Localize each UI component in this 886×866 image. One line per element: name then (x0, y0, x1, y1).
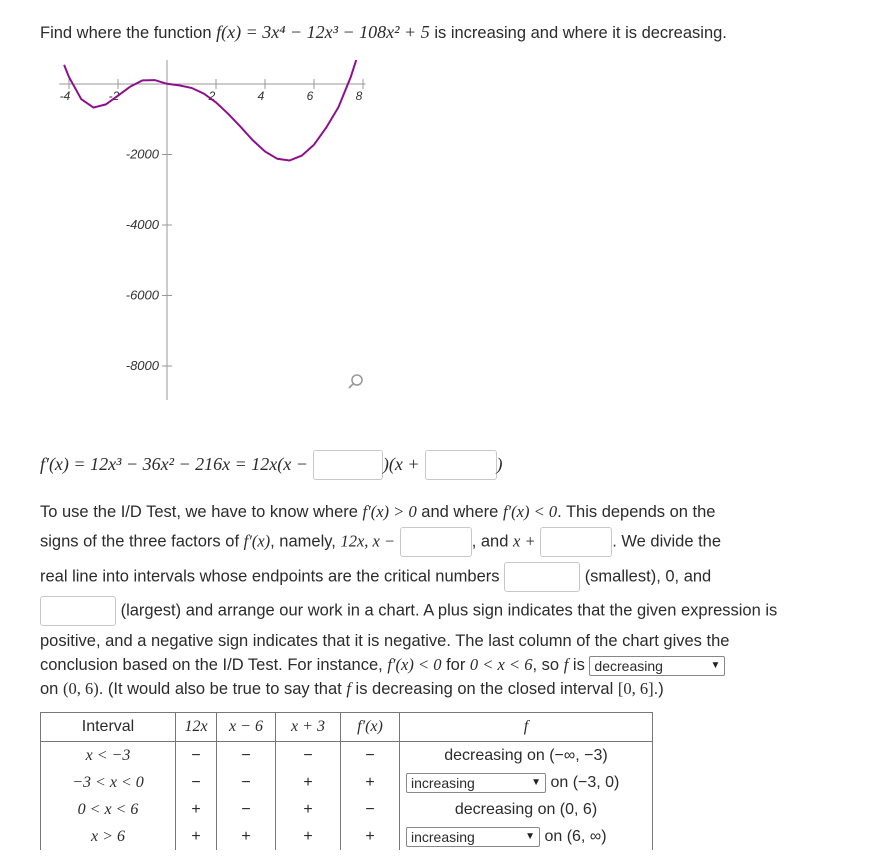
chevron-down-icon: ▼ (525, 830, 535, 842)
question-text: Find where the function f(x) = 3x⁴ − 12x³ − 108x² + 5 is increasing and where it is decreasing. (40, 22, 727, 42)
y-tick-label: -2000 (125, 146, 159, 162)
factor-input-1[interactable] (400, 527, 472, 557)
para-line-6: conclusion based on the I/D Test. For instance, f′(x) < 0 for 0 < x < 6, so f is decreasing ▼ (40, 655, 725, 676)
x-tick-label: 6 (306, 89, 314, 103)
x-tick-label: 4 (257, 89, 265, 103)
magnifier-icon[interactable] (349, 375, 362, 388)
para-line-3: real line into intervals whose endpoints are the critical numbers (smallest), 0, and (40, 562, 711, 592)
graph-axes (59, 60, 365, 400)
graph-ticks (60, 79, 363, 373)
table-row: 0 < x < 6 + − + − decreasing on (0, 6) (41, 796, 653, 823)
para-line-4: (largest) and arrange our work in a chart. A plus sign indicates that the given expression is (40, 596, 777, 626)
interval-select-1[interactable]: increasing ▼ (406, 773, 546, 793)
critical-smallest-input[interactable] (504, 562, 580, 592)
conclusion-select[interactable]: decreasing ▼ (589, 656, 725, 676)
y-tick-label: -6000 (125, 287, 159, 303)
root-input-2[interactable] (425, 450, 497, 480)
function-curve (64, 60, 363, 161)
table-row: x < −3 − − − − decreasing on (−∞, −3) (41, 742, 653, 770)
root-input-1[interactable] (313, 450, 383, 480)
chevron-down-icon: ▼ (710, 659, 721, 671)
chevron-down-icon: ▼ (531, 776, 541, 788)
para-line-7: on (0, 6). (It would also be true to say that f is decreasing on the closed interval [0, 6].) (40, 679, 664, 698)
header-x-plus-3: x + 3 (276, 713, 341, 742)
header-x-minus-6: x − 6 (217, 713, 276, 742)
y-tick-label: -4000 (125, 217, 159, 232)
id-test-chart (40, 712, 653, 850)
x-tick-label: -4 (59, 89, 71, 103)
y-tick-label: -8000 (125, 358, 159, 373)
header-interval: Interval (41, 713, 176, 742)
table-row: −3 < x < 0 − − + + increasing ▼ on (−3, 0) (41, 769, 653, 796)
derivative-line: f′(x) = 12x³ − 36x² − 216x = 12x(x − )(x + ) (40, 450, 503, 480)
header-fprime: f′(x) (341, 713, 400, 742)
function-expression: f(x) = 3x⁴ − 12x³ − 108x² + 5 (216, 22, 430, 42)
x-tick-label: 8 (355, 89, 363, 103)
table-row: x > 6 + + + + increasing ▼ on (6, ∞) (41, 823, 653, 850)
header-f: f (400, 713, 653, 742)
header-12x: 12x (176, 713, 217, 742)
para-line-1: To use the I/D Test, we have to know where f′(x) > 0 and where f′(x) < 0. This depends on the (40, 502, 716, 521)
function-graph (30, 60, 380, 400)
factor-input-2[interactable] (540, 527, 612, 557)
x-tick-label: -2 (108, 89, 120, 103)
critical-largest-input[interactable] (40, 596, 116, 626)
interval-select-2[interactable]: increasing ▼ (406, 827, 540, 847)
x-tick-label: 2 (208, 89, 216, 103)
para-line-5: positive, and a negative sign indicates that it is negative. The last column of the chart gives the (40, 632, 730, 650)
para-line-2: signs of the three factors of f′(x), namely, 12x, x − , and x + . We divide the (40, 527, 721, 557)
